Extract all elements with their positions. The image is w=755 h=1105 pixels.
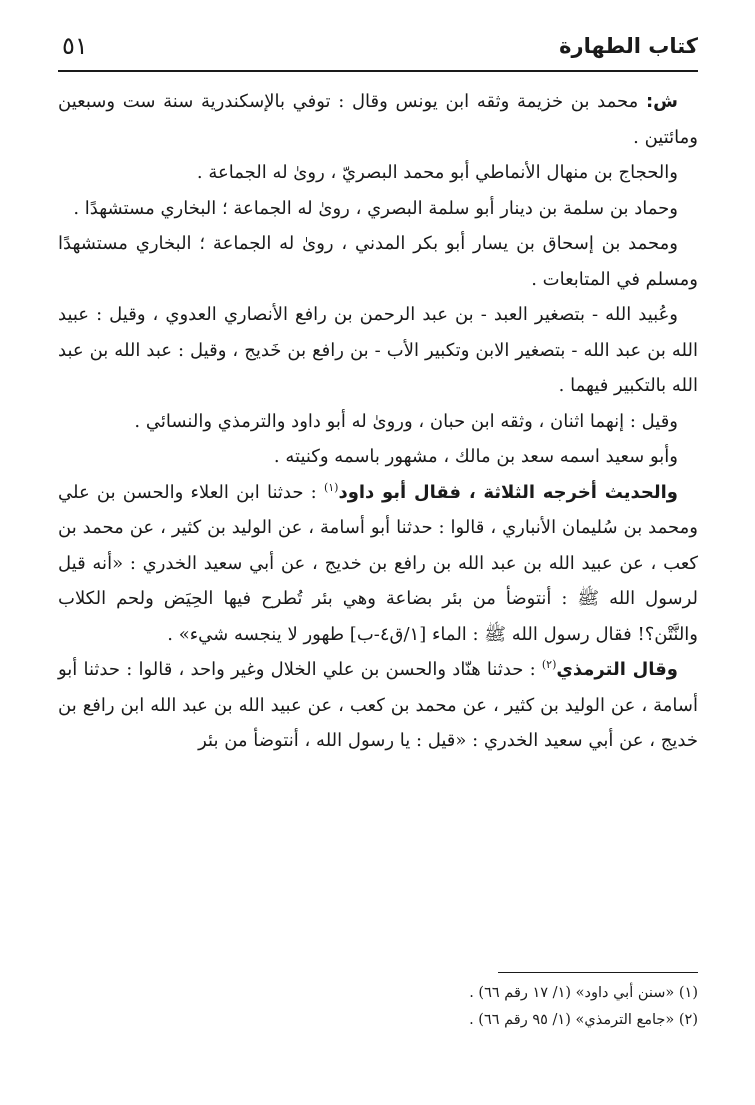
footnote-1: (١) «سنن أبي داود» (١/ ١٧ رقم ٦٦) . xyxy=(469,985,698,1001)
paragraph-6 xyxy=(58,404,698,440)
paragraph-1 xyxy=(58,84,698,155)
paragraph-text: : حدثنا هنّاد والحسن بن علي الخلال وغير واحد ، قالوا : حدثنا أبو أسامة ، عن الوليد بن كثير ، عن محمد بن كعب ، عن عبيد الله بن عبد الله ابن رافع بن خديج ، عن أبي سعيد الخدري : «قيل : يا رسول الله ، أنتوضأ من بئر xyxy=(58,659,698,751)
footnote-ref[interactable]: (٢) xyxy=(541,658,557,671)
paragraph-text: وحماد بن سلمة بن دينار أبو سلمة البصري ، روىٰ له الجماعة ؛ البخاري مستشهدًا . xyxy=(73,197,678,219)
paragraph-4 xyxy=(58,226,698,297)
footnote-divider xyxy=(498,972,698,973)
paragraph-lead: ش: xyxy=(645,91,678,112)
paragraph-text: وقيل : إنهما اثنان ، وثقه ابن حبان ، وروىٰ له أبو داود والترمذي والنسائي . xyxy=(134,410,678,432)
paragraph-text: والحجاج بن منهال الأنماطي أبو محمد البصريّ ، روىٰ له الجماعة . xyxy=(196,162,678,183)
paragraph-lead: والحديث أخرجه الثلاثة ، فقال أبو داود xyxy=(338,481,678,503)
header-divider xyxy=(58,70,698,72)
paragraph-2 xyxy=(58,155,698,191)
page-number: ٥١ xyxy=(62,32,88,60)
paragraph-8 xyxy=(58,475,698,653)
footnote-2: (٢) «جامع الترمذي» (١/ ٩٥ رقم ٦٦) . xyxy=(469,1012,698,1028)
paragraph-text: : حدثنا ابن العلاء والحسن بن علي ومحمد بن سُليمان الأنباري ، قالوا : حدثنا أبو أسامة ، عن الوليد بن كثير ، عن محمد بن كعب ، عن عبيد الله بن عبد الله بن رافع بن خديج ، عن أبي سعيد الخدري : «أنه قيل لرسول الله ﷺ : أنتوضأ من بئر بضاعة وهي بئر تُطرح فيها الحِيَض ولحم الكلاب والنَّتْن؟! فقال رسول الله ﷺ : الماء [١/ق٤-ب] طهور لا ينجسه شيء» . xyxy=(58,481,699,645)
chapter-title: كتاب الطهارة xyxy=(559,34,698,58)
paragraph-text: وأبو سعيد اسمه سعد بن مالك ، مشهور باسمه وكنيته . xyxy=(273,446,678,467)
paragraph-text: ومحمد بن إسحاق بن يسار أبو بكر المدني ، روىٰ له الجماعة ؛ البخاري مستشهدًا ومسلم في المتابعات . xyxy=(58,233,698,290)
paragraph-5 xyxy=(58,297,698,404)
paragraph-7 xyxy=(58,439,698,475)
paragraph-3 xyxy=(58,191,698,227)
paragraph-lead: وقال الترمذي xyxy=(556,659,678,680)
footnote-ref[interactable]: (١) xyxy=(323,480,339,494)
main-text xyxy=(58,84,698,759)
paragraph-text: وعُبيد الله - بتصغير العبد - بن عبد الرحمن بن رافع الأنصاري العدوي ، وقيل : عبيد الله بن عبد الله - بتصغير الابن وتكبير الأب - بن رافع بن خَديج ، وقيل : عبد الله بن عبد الله بالتكبير فيهما . xyxy=(58,304,698,396)
paragraph-text: محمد بن خزيمة وثقه ابن يونس وقال : توفي بالإسكندرية سنة ست وسبعين ومائتين . xyxy=(58,91,698,148)
running-header xyxy=(58,30,698,70)
footnotes xyxy=(58,980,698,1034)
paragraph-9 xyxy=(58,652,698,759)
